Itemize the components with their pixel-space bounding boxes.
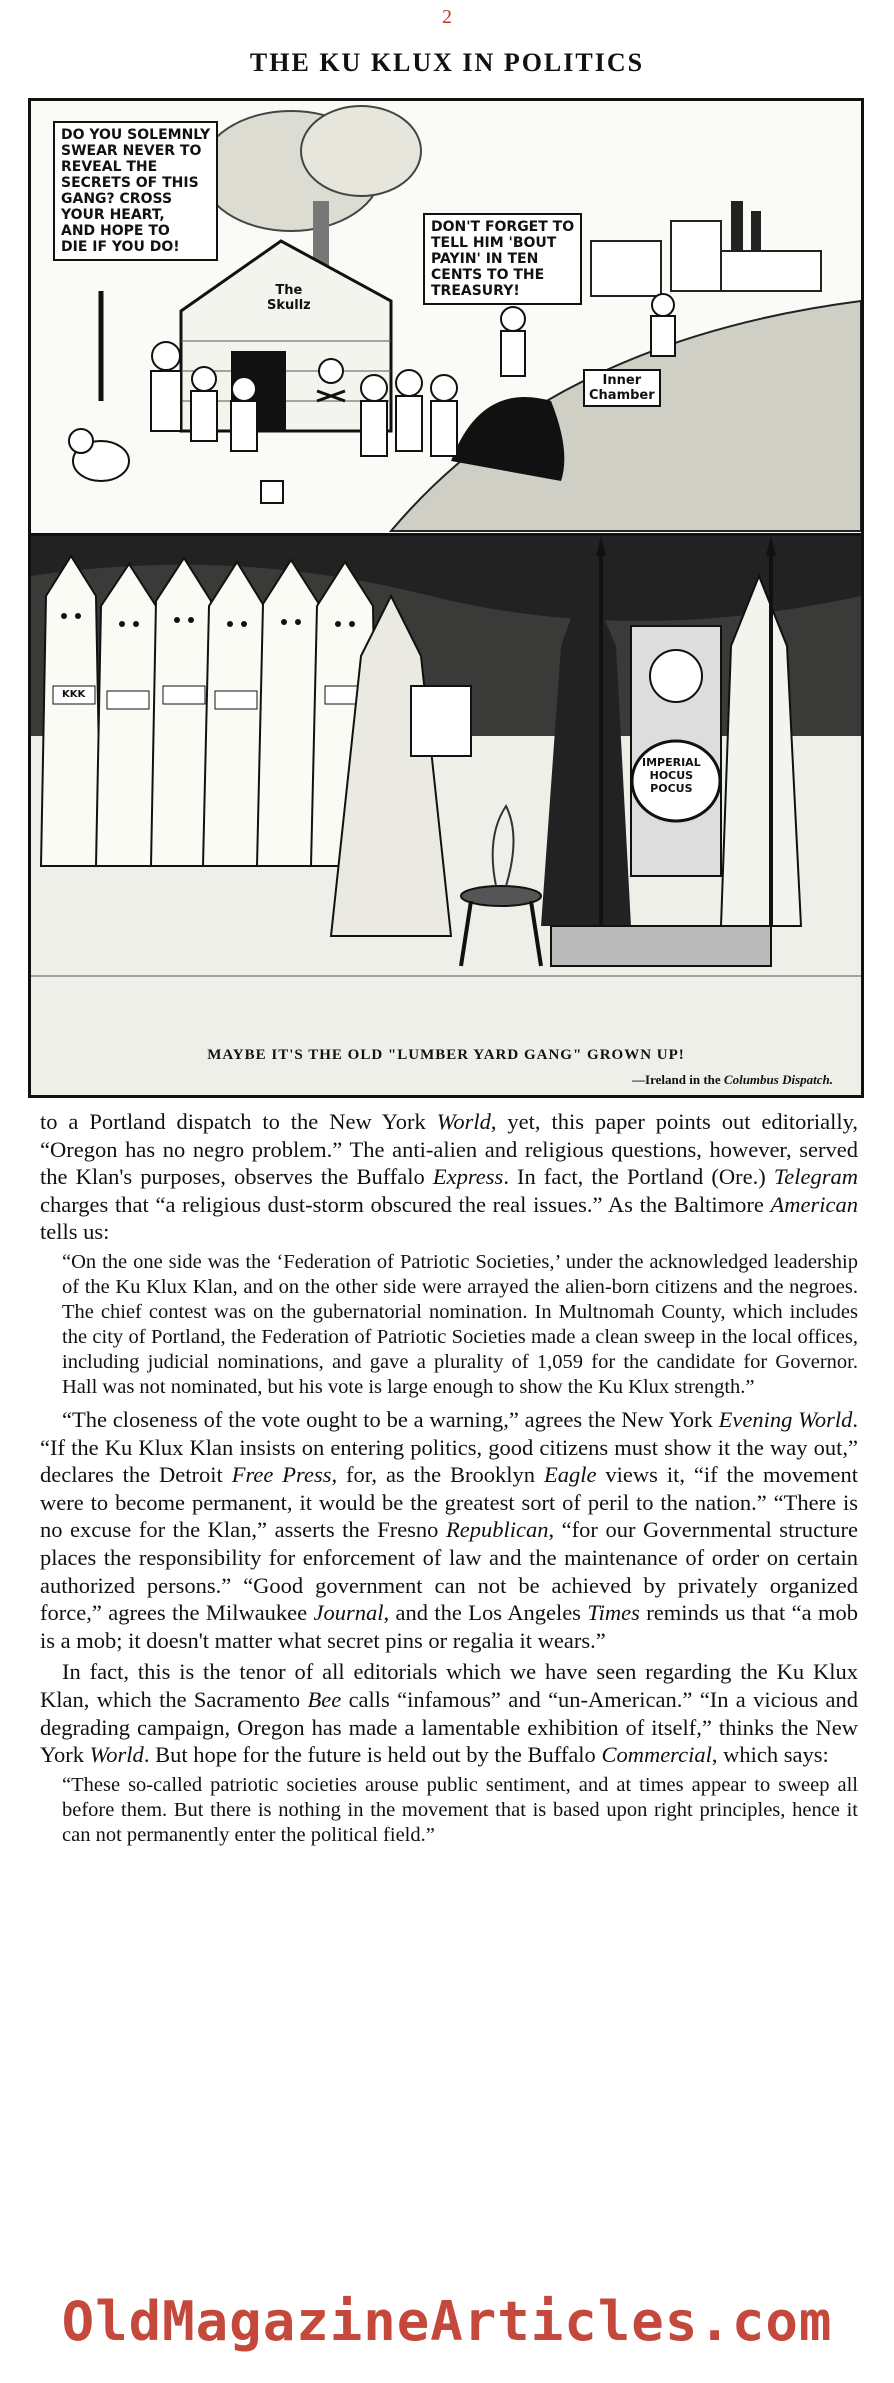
- paragraph: In fact, this is the tenor of all editorials which we have seen regarding the Ku Klux Klan, which the Sacramento Bee calls “infamous” and “un-American.” “In a vicious and degrading campaign, Oregon has made a lamentable exhibition of itself,” thinks the New York World. But hope for the future is held out by the Buffalo Commercial, which says:: [40, 1659, 858, 1768]
- treasury-sign: DON'T FORGET TO TELL HIM 'BOUT PAYIN' IN TEN CENTS TO THE TREASURY!: [423, 213, 582, 305]
- quotation: “On the one side was the ‘Federation of Patriotic Societies,’ under the acknowledged leadership of the Ku Klux Klan, and on the other side were arrayed the alien-born citizens and the negroes. The chief contest was on the gubernatorial nomination. In Multnomah County, which includes the city of Portland, the Federation of Patriotic Societies made a clean sweep in the local offices, including judicial nominations, and gave a plurality of 1,059 for the candidate for Governor. Hall was not nominated, but his vote is large enough to show the Ku Klux strength.”: [62, 1250, 858, 1398]
- quotation: “These so-called patriotic societies arouse public sentiment, and at times appear to sweep all before them. But there is nothing in the movement that is based upon right principles, hence it can not permanently enter the political field.”: [62, 1773, 858, 1846]
- inner-chamber-sign: Inner Chamber: [583, 369, 661, 407]
- article-body: [40, 1108, 858, 1854]
- cartoon-bottom-panel: [31, 536, 861, 1098]
- paragraph: “The closeness of the vote ought to be a warning,” agrees the New York Evening World. “If the Ku Klux Klan insists on entering politics, good citizens must show it the way out,” declares the Detroit Free Press, for, as the Brooklyn Eagle views it, “if the movement were to become permanent, it would be the greatest sort of peril to the nation.” “There is no excuse for the Klan,” asserts the Fresno Republican, “for our Governmental structure places the responsibility for enforcement of law and the maintenance of order on certain authorized persons.” “Good government can not be achieved by privately organized force,” agrees the Milwaukee Journal, and the Los Angeles Times reminds us that “a mob is a mob; it doesn't matter what secret pins or regalia it wears.”: [40, 1406, 858, 1653]
- klan-scene-drawing: [31, 536, 861, 1098]
- hut-sign: The Skullz: [267, 283, 311, 313]
- page-title: THE KU KLUX IN POLITICS: [249, 48, 645, 77]
- cartoon-caption: MAYBE IT'S THE OLD "LUMBER YARD GANG" GROWN UP!: [207, 1047, 685, 1063]
- page-number: 2: [442, 6, 452, 28]
- site-watermark-logo: OldMagazineArticles.com: [61, 2290, 833, 2353]
- cartoon-credit: —Ireland in the Columbus Dispatch.: [632, 1072, 833, 1087]
- cartoon-illustration: [28, 98, 864, 1098]
- robe-badge: KKK: [62, 689, 86, 700]
- throne-badge: IMPERIAL HOCUS POCUS: [642, 756, 701, 795]
- cartoon-top-panel: [31, 101, 861, 536]
- oath-sign: DO YOU SOLEMNLY SWEAR NEVER TO REVEAL THE SECRETS OF THIS GANG? CROSS YOUR HEART, AND HOPE TO DIE IF YOU DO!: [53, 121, 218, 261]
- paragraph: to a Portland dispatch to the New York World, yet, this paper points out editorially, “Oregon has no negro problem.” The anti-alien and religious questions, however, served the Klan's purposes, observes the Buffalo Express. In fact, the Portland (Ore.) Telegram charges that “a religious dust-storm obscured the real issues.” As the Baltimore American tells us:: [40, 1109, 859, 1245]
